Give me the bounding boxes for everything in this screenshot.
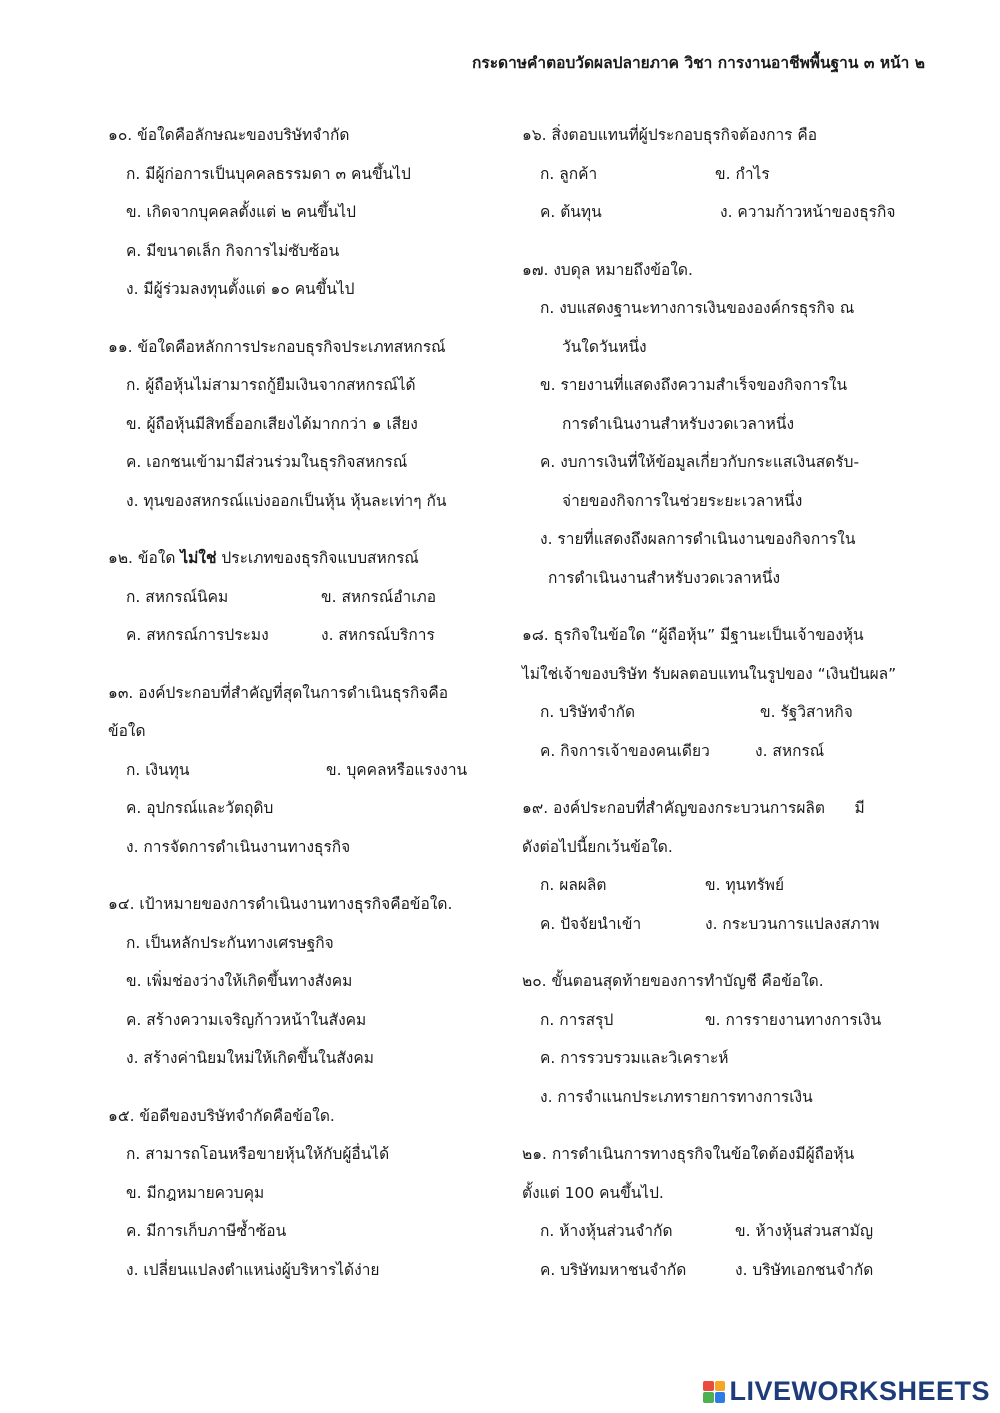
- question-20-option-a[interactable]: ก. การสรุป: [540, 1010, 614, 1029]
- question-17: [522, 251, 917, 598]
- question-18-row-1: [522, 693, 917, 732]
- question-13-title-line-1: ๑๓. องค์ประกอบที่สำคัญที่สุดในการดำเนินธุรกิจคือ: [108, 683, 449, 702]
- question-14-option-a[interactable]: ก. เป็นหลักประกันทางเศรษฐกิจ: [126, 933, 334, 952]
- question-17-option-b[interactable]: [522, 366, 917, 443]
- badge-square-2: [715, 1381, 726, 1392]
- question-17-option-d[interactable]: [522, 520, 917, 597]
- badge-square-1: [703, 1381, 714, 1392]
- badge-square-4: [715, 1392, 726, 1403]
- question-18-title-line-2: ไม่ใช่เจ้าของบริษัท รับผลตอบแทนในรูปของ “เงินปันผล”: [522, 664, 897, 683]
- question-21-row-2: [522, 1251, 917, 1290]
- question-12-option-d[interactable]: ง. สหกรณ์บริการ: [321, 626, 435, 644]
- question-12-option-b[interactable]: ข. สหกรณ์อำเภอ: [321, 587, 437, 606]
- question-19-title-line-2: ดังต่อไปนี้ยกเว้นข้อใด.: [522, 837, 673, 856]
- question-14-option-c[interactable]: ค. สร้างความเจริญก้าวหน้าในสังคม: [126, 1010, 367, 1029]
- question-11-option-a[interactable]: ก. ผู้ถือหุ้นไม่สามารถกู้ยืมเงินจากสหกรณ์ได้: [126, 376, 416, 394]
- question-17-option-d-line-2: การดำเนินงานสำหรับงวดเวลาหนึ่ง: [548, 568, 781, 587]
- question-21-option-d[interactable]: ง. บริษัทเอกชนจำกัด: [735, 1260, 874, 1279]
- question-13-option-b[interactable]: ข. บุคคลหรือแรงงาน: [326, 760, 468, 779]
- question-16-option-d[interactable]: ง. ความก้าวหน้าของธุรกิจ: [720, 203, 896, 221]
- question-20-row-1: [522, 1001, 917, 1040]
- question-16-title: ๑๖. สิ่งตอบแทนที่ผู้ประกอบธุรกิจต้องการ คือ: [522, 126, 818, 144]
- question-17-option-c[interactable]: [522, 443, 917, 520]
- question-19-option-c[interactable]: ค. ปัจจัยนำเข้า: [540, 914, 642, 933]
- question-16-row-2: [522, 193, 917, 232]
- question-20: [522, 962, 917, 1116]
- right-column: [522, 116, 917, 1289]
- question-10-option-b[interactable]: ข. เกิดจากบุคคลตั้งแต่ ๒ คนขึ้นไป: [126, 203, 356, 221]
- liveworksheets-badge-icon: [703, 1381, 725, 1403]
- question-13: [108, 674, 508, 867]
- question-14-option-d[interactable]: ง. สร้างค่านิยมใหม่ให้เกิดขึ้นในสังคม: [126, 1049, 374, 1067]
- question-17-option-b-line-1: ข. รายงานที่แสดงถึงความสำเร็จของกิจการใน: [540, 376, 848, 394]
- liveworksheets-logo: [703, 1376, 990, 1407]
- question-14-title: ๑๔. เป้าหมายของการดำเนินงานทางธุรกิจคือข้อใด.: [108, 895, 453, 913]
- question-18-title-line-1: ๑๘. ธุรกิจในข้อใด “ผู้ถือหุ้น” มีฐานะเป็นเจ้าของหุ้น: [522, 626, 864, 644]
- question-20-option-b[interactable]: ข. การรายงานทางการเงิน: [705, 1010, 882, 1029]
- question-13-row-1: [108, 751, 508, 790]
- question-15-title: ๑๕. ข้อดีของบริษัทจำกัดคือข้อใด.: [108, 1106, 335, 1125]
- question-11-option-d[interactable]: ง. ทุนของสหกรณ์แบ่งออกเป็นหุ้น หุ้นละเท่าๆ กัน: [126, 491, 447, 510]
- question-12: [108, 539, 508, 655]
- question-18-option-b[interactable]: ข. รัฐวิสาหกิจ: [760, 703, 853, 721]
- question-16-option-c[interactable]: ค. ต้นทุน: [540, 203, 602, 221]
- question-13-option-c[interactable]: ค. อุปกรณ์และวัตถุดิบ: [126, 799, 274, 817]
- question-19-option-a[interactable]: ก. ผลผลิต: [540, 876, 607, 894]
- question-21-row-1: [522, 1212, 917, 1251]
- question-17-option-b-line-2: การดำเนินงานสำหรับงวดเวลาหนึ่ง: [562, 414, 795, 433]
- question-10-option-a[interactable]: ก. มีผู้ก่อการเป็นบุคคลธรรมดา ๓ คนขึ้นไป: [126, 164, 411, 183]
- badge-square-3: [703, 1392, 714, 1403]
- question-18-option-c[interactable]: ค. กิจการเจ้าของคนเดียว: [540, 741, 710, 760]
- question-12-row-1: [108, 578, 508, 617]
- question-15-option-d[interactable]: ง. เปลี่ยนแปลงตำแหน่งผู้บริหารได้ง่าย: [126, 1260, 380, 1279]
- question-12-title-emphasis: ไม่ใช่: [180, 549, 217, 567]
- question-21-option-c[interactable]: ค. บริษัทมหาชนจำกัด: [540, 1260, 687, 1279]
- question-20-title: ๒๐. ขั้นตอนสุดท้ายของการทำบัญชี คือข้อใด.: [522, 972, 824, 990]
- question-18-option-a[interactable]: ก. บริษัทจำกัด: [540, 703, 636, 721]
- question-15: [108, 1097, 508, 1290]
- question-16-row-1: [522, 155, 917, 194]
- question-18-option-d[interactable]: ง. สหกรณ์: [755, 741, 825, 760]
- question-11-option-b[interactable]: ข. ผู้ถือหุ้นมีสิทธิ์ออกเสียงได้มากกว่า ๑ เสียง: [126, 414, 418, 433]
- question-12-title: [108, 539, 508, 578]
- question-19-row-2: [522, 905, 917, 944]
- question-12-row-2: [108, 616, 508, 655]
- question-12-title-pre: ๑๒. ข้อใด: [108, 549, 181, 567]
- question-16: [522, 116, 917, 232]
- question-16-option-a[interactable]: ก. ลูกค้า: [540, 164, 598, 183]
- question-14-option-b[interactable]: ข. เพิ่มช่องว่างให้เกิดขึ้นทางสังคม: [126, 972, 353, 990]
- question-17-option-a[interactable]: [522, 289, 917, 366]
- question-15-option-c[interactable]: ค. มีการเก็บภาษีซ้ำซ้อน: [126, 1222, 287, 1240]
- question-19-row-1: [522, 866, 917, 905]
- question-12-option-c[interactable]: ค. สหกรณ์การประมง: [126, 626, 269, 644]
- question-10-title: ๑๐. ข้อใดคือลักษณะของบริษัทจำกัด: [108, 126, 350, 144]
- question-20-option-d[interactable]: ง. การจำแนกประเภทรายการทางการเงิน: [540, 1087, 813, 1106]
- question-19-option-b[interactable]: ข. ทุนทรัพย์: [705, 876, 785, 894]
- question-10-option-c[interactable]: ค. มีขนาดเล็ก กิจการไม่ซับซ้อน: [126, 241, 340, 260]
- question-11-title: ๑๑. ข้อใดคือหลักการประกอบธุรกิจประเภทสหกรณ์: [108, 337, 446, 356]
- question-11-option-c[interactable]: ค. เอกชนเข้ามามีส่วนร่วมในธุรกิจสหกรณ์: [126, 453, 408, 471]
- question-12-option-a[interactable]: ก. สหกรณ์นิคม: [126, 587, 229, 606]
- question-19: [522, 789, 917, 943]
- question-10: [108, 116, 508, 309]
- question-20-option-c[interactable]: ค. การรวบรวมและวิเคราะห์: [540, 1049, 729, 1067]
- question-21-title-line-2: ตั้งแต่ 100 คนขึ้นไป.: [522, 1183, 664, 1202]
- question-15-option-a[interactable]: ก. สามารถโอนหรือขายหุ้นให้กับผู้อื่นได้: [126, 1145, 390, 1163]
- question-18-row-2: [522, 732, 917, 771]
- question-17-title: ๑๗. งบดุล หมายถึงข้อใด.: [522, 260, 693, 279]
- question-21-option-a[interactable]: ก. ห้างหุ้นส่วนจำกัด: [540, 1222, 673, 1240]
- question-12-title-post: ประเภทของธุรกิจแบบสหกรณ์: [216, 549, 419, 567]
- page-header: กระดาษคำตอบวัดผลปลายภาค วิชา การงานอาชีพพื้นฐาน ๓ หน้า ๒: [471, 54, 925, 72]
- question-21-title-line-1: ๒๑. การดำเนินการทางธุรกิจในข้อใดต้องมีผู้ถือหุ้น: [522, 1145, 855, 1163]
- question-17-option-c-line-1: ค. งบการเงินที่ให้ข้อมูลเกี่ยวกับกระแสเงินสดรับ-: [540, 453, 860, 471]
- question-13-option-a[interactable]: ก. เงินทุน: [126, 760, 190, 779]
- question-14: [108, 885, 508, 1078]
- question-15-option-b[interactable]: ข. มีกฎหมายควบคุม: [126, 1183, 265, 1202]
- question-19-option-d[interactable]: ง. กระบวนการแปลงสภาพ: [705, 914, 880, 933]
- question-13-title-line-2: ข้อใด: [108, 722, 146, 740]
- question-10-option-d[interactable]: ง. มีผู้ร่วมลงทุนตั้งแต่ ๑๐ คนขึ้นไป: [126, 280, 355, 298]
- question-17-option-d-line-1: ง. รายที่แสดงถึงผลการดำเนินงานของกิจการใน: [540, 530, 856, 548]
- question-17-option-c-line-2: จ่ายของกิจการในช่วยระยะเวลาหนึ่ง: [562, 491, 803, 510]
- left-column: [108, 116, 508, 1289]
- question-19-title-line-1: ๑๙. องค์ประกอบที่สำคัญของกระบวนการผลิต มี: [522, 799, 865, 817]
- question-18: [522, 616, 917, 770]
- question-16-option-b[interactable]: ข. กำไร: [715, 164, 770, 183]
- question-21: [522, 1135, 917, 1289]
- liveworksheets-brand: LIVEWORKSHEETS: [729, 1376, 990, 1406]
- question-21-option-b[interactable]: ข. ห้างหุ้นส่วนสามัญ: [735, 1222, 874, 1240]
- question-17-option-a-line-2: วันใดวันหนึ่ง: [562, 337, 647, 356]
- question-13-option-d[interactable]: ง. การจัดการดำเนินงานทางธุรกิจ: [126, 837, 351, 856]
- question-17-option-a-line-1: ก. งบแสดงฐานะทางการเงินขององค์กรธุรกิจ ณ: [540, 299, 855, 317]
- question-11: [108, 328, 508, 521]
